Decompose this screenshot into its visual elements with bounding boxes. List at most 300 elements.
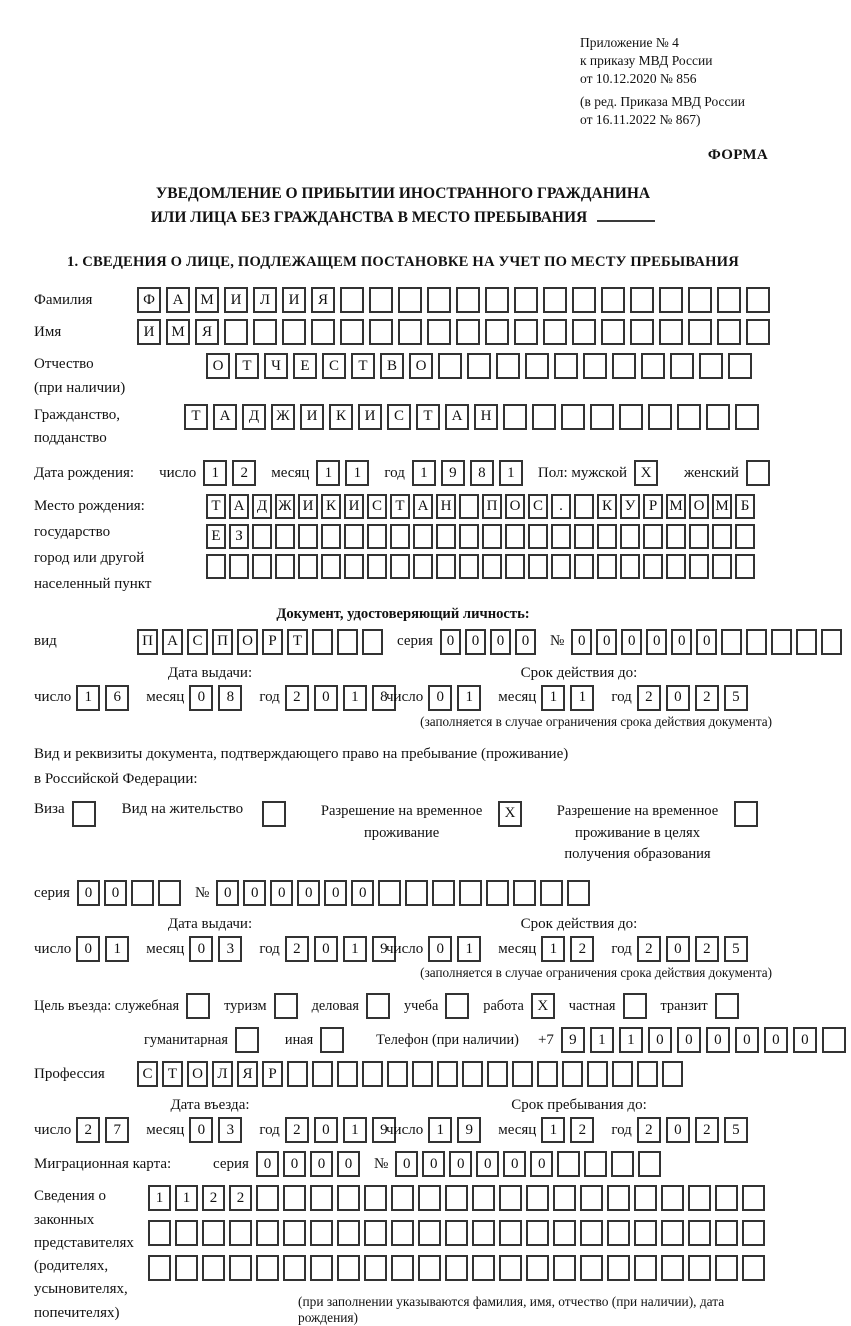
doc-series-cell[interactable]: 0: [490, 629, 511, 655]
doc-number-cell[interactable]: 0: [646, 629, 667, 655]
representatives-cell[interactable]: [526, 1255, 549, 1281]
surname-cell[interactable]: [340, 287, 364, 313]
birth-place-cell[interactable]: [735, 554, 755, 579]
permit-issue-year-cell[interactable]: 2: [285, 936, 309, 962]
representatives-cell[interactable]: [688, 1255, 711, 1281]
citizenship-cell[interactable]: [648, 404, 672, 430]
phone-cell[interactable]: 0: [793, 1027, 817, 1053]
birth-year-cell[interactable]: 1: [499, 460, 523, 486]
patronymic-cell[interactable]: [496, 353, 520, 379]
residence-permit-cell[interactable]: [262, 801, 286, 827]
birth-place-cell[interactable]: [735, 524, 755, 549]
birth-place-cell[interactable]: С: [528, 494, 548, 519]
patronymic-cell[interactable]: [467, 353, 491, 379]
citizenship-cell[interactable]: [735, 404, 759, 430]
permit-valid-day-cell[interactable]: 0: [428, 936, 452, 962]
citizenship-cell[interactable]: А: [213, 404, 237, 430]
birth-place-cell[interactable]: А: [413, 494, 433, 519]
doc-number-cell[interactable]: [771, 629, 792, 655]
patronymic-cell[interactable]: [728, 353, 752, 379]
representatives-cell[interactable]: [445, 1255, 468, 1281]
permit-valid-month-cell[interactable]: 2: [570, 936, 594, 962]
birth-place-cell[interactable]: .: [551, 494, 571, 519]
citizenship-cell[interactable]: [706, 404, 730, 430]
representatives-cell[interactable]: [580, 1255, 603, 1281]
profession-cell[interactable]: [487, 1061, 508, 1087]
permit-valid-year-cell[interactable]: 5: [724, 936, 748, 962]
entry-day-cell[interactable]: 2: [76, 1117, 100, 1143]
representatives-cell[interactable]: [418, 1220, 441, 1246]
citizenship-cell[interactable]: [677, 404, 701, 430]
representatives-cell[interactable]: [229, 1220, 252, 1246]
migration-number-cell[interactable]: [611, 1151, 634, 1177]
representatives-cell[interactable]: [553, 1185, 576, 1211]
birth-place-cell[interactable]: [275, 554, 295, 579]
doc-issue-year-cell[interactable]: 0: [314, 685, 338, 711]
birth-place-cell[interactable]: [574, 554, 594, 579]
profession-cell[interactable]: [612, 1061, 633, 1087]
doc-type-cell[interactable]: П: [137, 629, 158, 655]
birth-place-cell[interactable]: [275, 524, 295, 549]
birth-place-cell[interactable]: К: [321, 494, 341, 519]
birth-place-cell[interactable]: [666, 524, 686, 549]
profession-cell[interactable]: [537, 1061, 558, 1087]
profession-cell[interactable]: Т: [162, 1061, 183, 1087]
birth-place-cell[interactable]: [298, 554, 318, 579]
name-cell[interactable]: М: [166, 319, 190, 345]
permit-number-cell[interactable]: [567, 880, 590, 906]
representatives-cell[interactable]: [661, 1185, 684, 1211]
doc-issue-year-cell[interactable]: 2: [285, 685, 309, 711]
representatives-cell[interactable]: [283, 1220, 306, 1246]
patronymic-cell[interactable]: [525, 353, 549, 379]
permit-valid-month-cell[interactable]: 1: [541, 936, 565, 962]
representatives-cell[interactable]: [526, 1185, 549, 1211]
representatives-cell[interactable]: [364, 1185, 387, 1211]
birth-place-cell[interactable]: Ж: [275, 494, 295, 519]
representatives-cell[interactable]: [310, 1220, 333, 1246]
profession-cell[interactable]: [437, 1061, 458, 1087]
purpose-humanitarian-cell[interactable]: [235, 1027, 259, 1053]
birth-place-cell[interactable]: [390, 554, 410, 579]
surname-cell[interactable]: [427, 287, 451, 313]
representatives-cell[interactable]: [553, 1255, 576, 1281]
patronymic-cell[interactable]: В: [380, 353, 404, 379]
permit-number-cell[interactable]: 0: [216, 880, 239, 906]
phone-cell[interactable]: 0: [735, 1027, 759, 1053]
patronymic-cell[interactable]: Ч: [264, 353, 288, 379]
surname-cell[interactable]: Я: [311, 287, 335, 313]
doc-type-cell[interactable]: [312, 629, 333, 655]
permit-series-cell[interactable]: 0: [77, 880, 100, 906]
name-cell[interactable]: [282, 319, 306, 345]
representatives-cell[interactable]: [661, 1255, 684, 1281]
surname-cell[interactable]: [746, 287, 770, 313]
birth-place-cell[interactable]: О: [505, 494, 525, 519]
migration-number-cell[interactable]: 0: [476, 1151, 499, 1177]
name-cell[interactable]: [630, 319, 654, 345]
doc-number-cell[interactable]: 0: [571, 629, 592, 655]
representatives-cell[interactable]: [337, 1255, 360, 1281]
citizenship-cell[interactable]: Н: [474, 404, 498, 430]
purpose-transit-cell[interactable]: [715, 993, 739, 1019]
representatives-cell[interactable]: [310, 1255, 333, 1281]
permit-valid-day-cell[interactable]: 1: [457, 936, 481, 962]
representatives-cell[interactable]: [256, 1220, 279, 1246]
representatives-cell[interactable]: [148, 1255, 171, 1281]
phone-cell[interactable]: 0: [706, 1027, 730, 1053]
migration-series-cell[interactable]: 0: [310, 1151, 333, 1177]
surname-cell[interactable]: Л: [253, 287, 277, 313]
representatives-cell[interactable]: [607, 1185, 630, 1211]
citizenship-cell[interactable]: [532, 404, 556, 430]
purpose-private-cell[interactable]: [623, 993, 647, 1019]
birth-place-cell[interactable]: [367, 524, 387, 549]
purpose-official-cell[interactable]: [186, 993, 210, 1019]
doc-issue-day-cell[interactable]: 6: [105, 685, 129, 711]
citizenship-cell[interactable]: И: [300, 404, 324, 430]
name-cell[interactable]: [746, 319, 770, 345]
profession-cell[interactable]: [662, 1061, 683, 1087]
doc-type-cell[interactable]: С: [187, 629, 208, 655]
doc-valid-day-cell[interactable]: 1: [457, 685, 481, 711]
birth-place-cell[interactable]: [436, 524, 456, 549]
citizenship-cell[interactable]: Ж: [271, 404, 295, 430]
birth-place-cell[interactable]: [459, 554, 479, 579]
patronymic-cell[interactable]: [438, 353, 462, 379]
representatives-cell[interactable]: [256, 1255, 279, 1281]
phone-cell[interactable]: 0: [764, 1027, 788, 1053]
profession-cell[interactable]: [462, 1061, 483, 1087]
profession-cell[interactable]: [412, 1061, 433, 1087]
birth-place-cell[interactable]: [321, 554, 341, 579]
birth-place-cell[interactable]: [620, 554, 640, 579]
birth-place-cell[interactable]: [229, 554, 249, 579]
birth-place-cell[interactable]: [551, 524, 571, 549]
entry-month-cell[interactable]: 0: [189, 1117, 213, 1143]
patronymic-cell[interactable]: [641, 353, 665, 379]
profession-cell[interactable]: [387, 1061, 408, 1087]
sex-female-cell[interactable]: [746, 460, 770, 486]
representatives-cell[interactable]: [742, 1185, 765, 1211]
patronymic-cell[interactable]: С: [322, 353, 346, 379]
birth-place-cell[interactable]: [367, 554, 387, 579]
entry-year-cell[interactable]: 0: [314, 1117, 338, 1143]
name-cell[interactable]: [514, 319, 538, 345]
representatives-cell[interactable]: [364, 1220, 387, 1246]
name-cell[interactable]: [456, 319, 480, 345]
patronymic-cell[interactable]: [699, 353, 723, 379]
entry-month-cell[interactable]: 3: [218, 1117, 242, 1143]
phone-cell[interactable]: 0: [677, 1027, 701, 1053]
name-cell[interactable]: [543, 319, 567, 345]
birth-place-cell[interactable]: [436, 554, 456, 579]
birth-place-cell[interactable]: [413, 554, 433, 579]
representatives-cell[interactable]: [445, 1185, 468, 1211]
permit-number-cell[interactable]: [432, 880, 455, 906]
birth-place-cell[interactable]: З: [229, 524, 249, 549]
doc-type-cell[interactable]: А: [162, 629, 183, 655]
migration-number-cell[interactable]: 0: [422, 1151, 445, 1177]
birth-day-cell[interactable]: 1: [203, 460, 227, 486]
birth-place-cell[interactable]: Т: [390, 494, 410, 519]
birth-place-cell[interactable]: [574, 494, 594, 519]
doc-series-cell[interactable]: 0: [440, 629, 461, 655]
representatives-cell[interactable]: 1: [148, 1185, 171, 1211]
representatives-cell[interactable]: [742, 1220, 765, 1246]
purpose-work-cell[interactable]: X: [531, 993, 555, 1019]
representatives-cell[interactable]: 1: [175, 1185, 198, 1211]
patronymic-cell[interactable]: [670, 353, 694, 379]
birth-place-cell[interactable]: А: [229, 494, 249, 519]
birth-place-cell[interactable]: [252, 554, 272, 579]
representatives-cell[interactable]: [310, 1185, 333, 1211]
representatives-cell[interactable]: [202, 1255, 225, 1281]
permit-number-cell[interactable]: [540, 880, 563, 906]
representatives-cell[interactable]: [337, 1220, 360, 1246]
surname-cell[interactable]: [514, 287, 538, 313]
migration-series-cell[interactable]: 0: [283, 1151, 306, 1177]
doc-valid-year-cell[interactable]: 2: [637, 685, 661, 711]
doc-type-cell[interactable]: [362, 629, 383, 655]
profession-cell[interactable]: [512, 1061, 533, 1087]
representatives-cell[interactable]: [580, 1220, 603, 1246]
birth-place-cell[interactable]: [344, 524, 364, 549]
patronymic-cell[interactable]: Т: [351, 353, 375, 379]
representatives-cell[interactable]: 2: [229, 1185, 252, 1211]
representatives-cell[interactable]: [499, 1255, 522, 1281]
doc-valid-month-cell[interactable]: 1: [570, 685, 594, 711]
citizenship-cell[interactable]: И: [358, 404, 382, 430]
citizenship-cell[interactable]: А: [445, 404, 469, 430]
doc-valid-year-cell[interactable]: 5: [724, 685, 748, 711]
doc-number-cell[interactable]: [796, 629, 817, 655]
profession-cell[interactable]: [287, 1061, 308, 1087]
surname-cell[interactable]: И: [224, 287, 248, 313]
doc-valid-year-cell[interactable]: 2: [695, 685, 719, 711]
permit-number-cell[interactable]: [486, 880, 509, 906]
birth-place-cell[interactable]: [551, 554, 571, 579]
birth-place-cell[interactable]: [482, 524, 502, 549]
citizenship-cell[interactable]: К: [329, 404, 353, 430]
representatives-cell[interactable]: [553, 1220, 576, 1246]
birth-place-cell[interactable]: Д: [252, 494, 272, 519]
representatives-cell[interactable]: [175, 1255, 198, 1281]
permit-number-cell[interactable]: 0: [324, 880, 347, 906]
representatives-cell[interactable]: [175, 1220, 198, 1246]
migration-number-cell[interactable]: 0: [503, 1151, 526, 1177]
representatives-cell[interactable]: [661, 1220, 684, 1246]
patronymic-cell[interactable]: Е: [293, 353, 317, 379]
birth-place-cell[interactable]: Н: [436, 494, 456, 519]
doc-series-cell[interactable]: 0: [515, 629, 536, 655]
name-cell[interactable]: [688, 319, 712, 345]
representatives-cell[interactable]: [229, 1255, 252, 1281]
doc-valid-year-cell[interactable]: 0: [666, 685, 690, 711]
citizenship-cell[interactable]: [561, 404, 585, 430]
citizenship-cell[interactable]: Т: [416, 404, 440, 430]
representatives-cell[interactable]: [715, 1185, 738, 1211]
permit-number-cell[interactable]: 0: [270, 880, 293, 906]
citizenship-cell[interactable]: [619, 404, 643, 430]
name-cell[interactable]: [340, 319, 364, 345]
representatives-cell[interactable]: [607, 1220, 630, 1246]
birth-year-cell[interactable]: 9: [441, 460, 465, 486]
birth-place-cell[interactable]: Б: [735, 494, 755, 519]
birth-month-cell[interactable]: 1: [345, 460, 369, 486]
citizenship-cell[interactable]: Д: [242, 404, 266, 430]
doc-valid-day-cell[interactable]: 0: [428, 685, 452, 711]
birth-place-cell[interactable]: [528, 554, 548, 579]
birth-place-cell[interactable]: [298, 524, 318, 549]
doc-series-cell[interactable]: 0: [465, 629, 486, 655]
name-cell[interactable]: [601, 319, 625, 345]
birth-place-cell[interactable]: [505, 554, 525, 579]
phone-cell[interactable]: 0: [648, 1027, 672, 1053]
birth-place-cell[interactable]: Т: [206, 494, 226, 519]
doc-issue-month-cell[interactable]: 8: [218, 685, 242, 711]
permit-number-cell[interactable]: [405, 880, 428, 906]
migration-number-cell[interactable]: 0: [449, 1151, 472, 1177]
representatives-cell[interactable]: [634, 1220, 657, 1246]
patronymic-cell[interactable]: [554, 353, 578, 379]
birth-place-cell[interactable]: [505, 524, 525, 549]
migration-number-cell[interactable]: 0: [395, 1151, 418, 1177]
visa-cell[interactable]: [72, 801, 96, 827]
doc-issue-year-cell[interactable]: 8: [372, 685, 396, 711]
stay-year-cell[interactable]: 2: [637, 1117, 661, 1143]
representatives-cell[interactable]: [418, 1185, 441, 1211]
name-cell[interactable]: [717, 319, 741, 345]
doc-valid-month-cell[interactable]: 1: [541, 685, 565, 711]
entry-year-cell[interactable]: 1: [343, 1117, 367, 1143]
representatives-cell[interactable]: [445, 1220, 468, 1246]
birth-place-cell[interactable]: [321, 524, 341, 549]
entry-year-cell[interactable]: 2: [285, 1117, 309, 1143]
surname-cell[interactable]: [456, 287, 480, 313]
representatives-cell[interactable]: [283, 1185, 306, 1211]
name-cell[interactable]: [572, 319, 596, 345]
phone-cell[interactable]: 1: [590, 1027, 614, 1053]
permit-series-cell[interactable]: 0: [104, 880, 127, 906]
birth-month-cell[interactable]: 1: [316, 460, 340, 486]
birth-place-cell[interactable]: И: [344, 494, 364, 519]
profession-cell[interactable]: [637, 1061, 658, 1087]
birth-year-cell[interactable]: 1: [412, 460, 436, 486]
representatives-cell[interactable]: [688, 1220, 711, 1246]
doc-type-cell[interactable]: О: [237, 629, 258, 655]
name-cell[interactable]: [398, 319, 422, 345]
migration-series-cell[interactable]: 0: [256, 1151, 279, 1177]
doc-number-cell[interactable]: [746, 629, 767, 655]
profession-cell[interactable]: Я: [237, 1061, 258, 1087]
birth-place-cell[interactable]: О: [689, 494, 709, 519]
patronymic-cell[interactable]: [612, 353, 636, 379]
doc-number-cell[interactable]: 0: [596, 629, 617, 655]
name-cell[interactable]: [369, 319, 393, 345]
permit-valid-year-cell[interactable]: 2: [637, 936, 661, 962]
purpose-business-cell[interactable]: [366, 993, 390, 1019]
doc-number-cell[interactable]: [721, 629, 742, 655]
citizenship-cell[interactable]: Т: [184, 404, 208, 430]
permit-number-cell[interactable]: 0: [297, 880, 320, 906]
doc-type-cell[interactable]: [337, 629, 358, 655]
birth-place-cell[interactable]: [666, 554, 686, 579]
permit-issue-month-cell[interactable]: 0: [189, 936, 213, 962]
surname-cell[interactable]: [659, 287, 683, 313]
birth-place-cell[interactable]: С: [367, 494, 387, 519]
citizenship-cell[interactable]: [503, 404, 527, 430]
name-cell[interactable]: И: [137, 319, 161, 345]
surname-cell[interactable]: [369, 287, 393, 313]
surname-cell[interactable]: Ф: [137, 287, 161, 313]
permit-issue-year-cell[interactable]: 1: [343, 936, 367, 962]
birth-place-cell[interactable]: [413, 524, 433, 549]
birth-place-cell[interactable]: [620, 524, 640, 549]
permit-number-cell[interactable]: 0: [243, 880, 266, 906]
representatives-cell[interactable]: [634, 1255, 657, 1281]
doc-number-cell[interactable]: 0: [621, 629, 642, 655]
name-cell[interactable]: [485, 319, 509, 345]
profession-cell[interactable]: Р: [262, 1061, 283, 1087]
citizenship-cell[interactable]: С: [387, 404, 411, 430]
permit-number-cell[interactable]: 0: [351, 880, 374, 906]
doc-type-cell[interactable]: Р: [262, 629, 283, 655]
birth-year-cell[interactable]: 8: [470, 460, 494, 486]
surname-cell[interactable]: [543, 287, 567, 313]
birth-place-cell[interactable]: [689, 554, 709, 579]
patronymic-cell[interactable]: Т: [235, 353, 259, 379]
birth-place-cell[interactable]: [597, 554, 617, 579]
surname-cell[interactable]: [601, 287, 625, 313]
surname-cell[interactable]: А: [166, 287, 190, 313]
doc-type-cell[interactable]: Т: [287, 629, 308, 655]
migration-number-cell[interactable]: [584, 1151, 607, 1177]
representatives-cell[interactable]: [391, 1185, 414, 1211]
birth-place-cell[interactable]: [689, 524, 709, 549]
doc-type-cell[interactable]: П: [212, 629, 233, 655]
surname-cell[interactable]: И: [282, 287, 306, 313]
representatives-cell[interactable]: [499, 1185, 522, 1211]
temp-residence-edu-cell[interactable]: [734, 801, 758, 827]
representatives-cell[interactable]: [688, 1185, 711, 1211]
representatives-cell[interactable]: [715, 1255, 738, 1281]
representatives-cell[interactable]: [472, 1220, 495, 1246]
birth-place-cell[interactable]: [643, 554, 663, 579]
birth-place-cell[interactable]: [459, 524, 479, 549]
patronymic-cell[interactable]: О: [206, 353, 230, 379]
representatives-cell[interactable]: [607, 1255, 630, 1281]
birth-place-cell[interactable]: [643, 524, 663, 549]
representatives-cell[interactable]: [472, 1185, 495, 1211]
representatives-cell[interactable]: [526, 1220, 549, 1246]
permit-issue-month-cell[interactable]: 3: [218, 936, 242, 962]
permit-issue-day-cell[interactable]: 0: [76, 936, 100, 962]
representatives-cell[interactable]: [580, 1185, 603, 1211]
birth-place-cell[interactable]: Р: [643, 494, 663, 519]
birth-place-cell[interactable]: [390, 524, 410, 549]
profession-cell[interactable]: С: [137, 1061, 158, 1087]
birth-place-cell[interactable]: [459, 494, 479, 519]
birth-place-cell[interactable]: [528, 524, 548, 549]
representatives-cell[interactable]: [337, 1185, 360, 1211]
representatives-cell[interactable]: [148, 1220, 171, 1246]
phone-cell[interactable]: [822, 1027, 846, 1053]
birth-place-cell[interactable]: [597, 524, 617, 549]
profession-cell[interactable]: [337, 1061, 358, 1087]
doc-number-cell[interactable]: 0: [696, 629, 717, 655]
permit-valid-year-cell[interactable]: 2: [695, 936, 719, 962]
